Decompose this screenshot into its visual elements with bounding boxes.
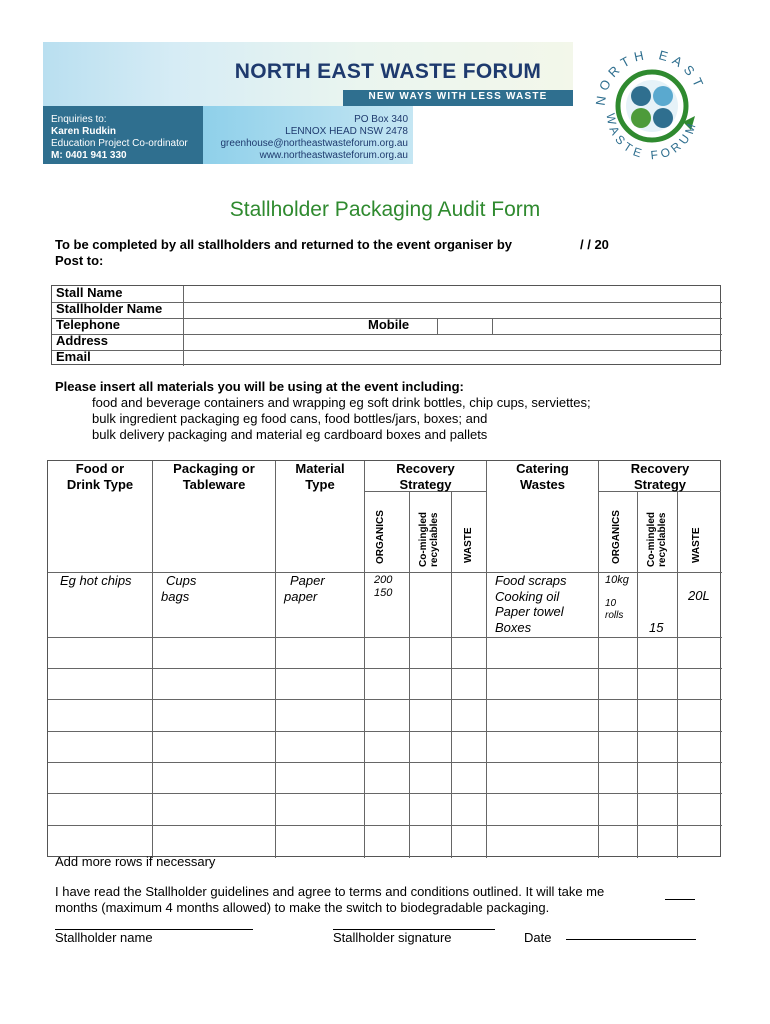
svg-text:WASTE FORUM: WASTE FORUM — [603, 112, 700, 163]
contact-mobile: M: 0401 941 330 — [51, 150, 127, 161]
instruction-text: To be completed by all stallholders and returned to the event organiser by — [55, 237, 513, 252]
agreement-text: I have read the Stallholder guidelines and agree to terms and conditions outlined. It will take me — [55, 884, 605, 899]
contact-name: Karen Rudkin — [51, 126, 117, 137]
stallholder-name-caption: Stallholder name — [55, 930, 153, 945]
mobile-label: Mobile — [368, 317, 410, 332]
org-slogan: NEW WAYS WITH LESS WASTE — [368, 91, 548, 102]
stallholder-name-field[interactable] — [184, 303, 721, 318]
address-label: Address — [56, 333, 109, 348]
example-comingled-2: 15 — [649, 620, 664, 635]
email-field[interactable] — [184, 351, 721, 365]
header-material-type: Material Type — [295, 461, 345, 492]
website: www.northeastwasteforum.org.au — [259, 150, 408, 161]
materials-heading: Please insert all materials you will be using at the event including: — [55, 379, 464, 394]
materials-line: bulk delivery packaging and material eg cardboard boxes and pallets — [92, 427, 488, 442]
subheader-comingled: Co-mingled recyclables — [418, 512, 440, 567]
form-title: Stallholder Packaging Audit Form — [229, 198, 541, 221]
contact-role: Education Project Co-ordinator — [51, 138, 188, 149]
example-food: Eg hot chips — [60, 573, 132, 588]
stallholder-name-label: Stallholder Name — [56, 301, 163, 316]
example-organics-2-rolls: 10 rolls — [605, 598, 624, 621]
town: LENNOX HEAD NSW 2478 — [285, 126, 408, 137]
stall-name-label: Stall Name — [56, 285, 123, 300]
stallholder-details-table — [51, 285, 721, 365]
subheader-waste-2: WASTE — [691, 527, 702, 563]
header-catering-wastes: Catering Wastes — [516, 461, 569, 492]
date-line[interactable] — [566, 939, 696, 940]
example-packaging: Cups bags — [161, 573, 197, 604]
add-rows-note: Add more rows if necessary — [55, 854, 216, 869]
example-material: Paper paper — [284, 573, 325, 604]
forum-logo-icon — [583, 44, 721, 164]
example-catering-wastes: Food scraps Cooking oil Paper towel Boxes — [495, 573, 567, 635]
telephone-label: Telephone — [56, 317, 121, 332]
example-organics-2: 10kg — [605, 574, 629, 586]
materials-line: bulk ingredient packaging eg food cans, food bottles/jars, boxes; and — [92, 411, 488, 426]
subheader-waste: WASTE — [463, 527, 474, 563]
org-title: NORTH EAST WASTE FORUM — [234, 60, 542, 83]
address-field[interactable] — [184, 335, 721, 350]
header-packaging: Packaging or Tableware — [173, 461, 255, 492]
subheader-comingled-2: Co-mingled recyclables — [646, 512, 668, 567]
po-box: PO Box 340 — [354, 114, 408, 125]
header-food-type: Food or Drink Type — [66, 461, 134, 492]
contact-email: greenhouse@northeastwasteforum.org.au — [220, 138, 408, 149]
subheader-organics-2: ORGANICS — [611, 510, 622, 564]
packaging-audit-table — [47, 460, 721, 857]
return-date: / / 20 — [580, 237, 609, 252]
date-caption: Date — [524, 930, 552, 945]
header-banner — [43, 42, 723, 164]
header-recovery-strategy: Recovery Strategy — [396, 461, 455, 492]
stall-name-field[interactable] — [184, 286, 721, 302]
email-label: Email — [56, 349, 91, 364]
example-waste-2: 20L — [688, 588, 710, 603]
post-to-label: Post to: — [55, 253, 104, 268]
materials-line: food and beverage containers and wrapping eg soft drink bottles, chip cups, serviettes; — [92, 395, 591, 410]
header-recovery-strategy-2: Recovery Strategy — [630, 461, 690, 492]
mobile-field[interactable] — [493, 319, 721, 334]
svg-text:NORTH EAST: NORTH EAST — [592, 46, 709, 107]
enquiries-label: Enquiries to: — [51, 114, 107, 125]
agreement-text-2: months (maximum 4 months allowed) to make the switch to biodegradable packaging. — [55, 900, 550, 915]
signature-caption: Stallholder signature — [333, 930, 452, 945]
months-field[interactable] — [665, 899, 695, 900]
subheader-organics: ORGANICS — [375, 510, 386, 564]
telephone-field[interactable] — [184, 319, 364, 334]
example-organics: 200 150 — [374, 574, 393, 599]
